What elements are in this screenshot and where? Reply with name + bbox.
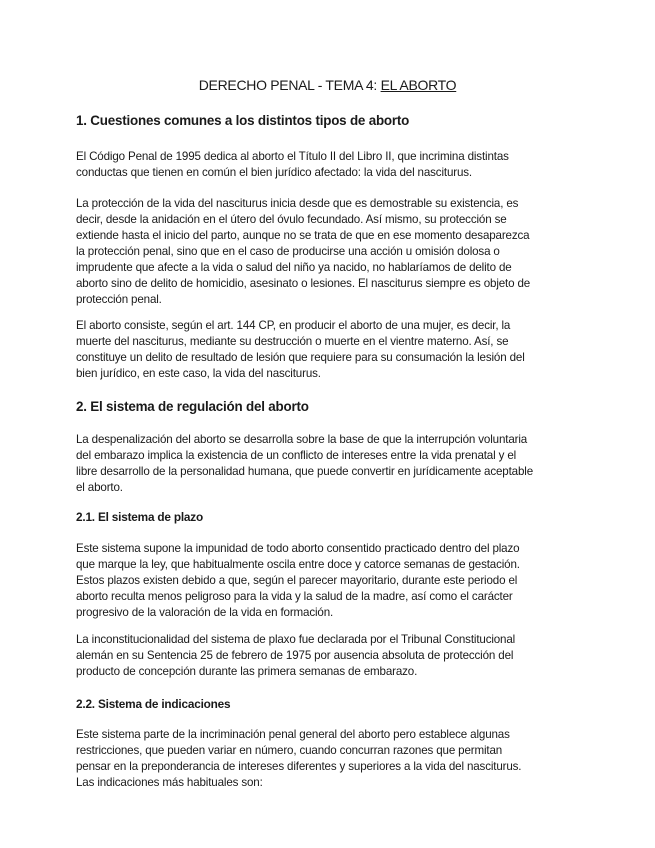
- text-line: restricciones, que pueden variar en número, cuando concurran razones que permitan: [76, 744, 503, 757]
- text-line: constituye un delito de resultado de lesión que requiere para su consumación la lesión del: [76, 351, 525, 364]
- text-line: Las indicaciones más habituales son:: [76, 776, 263, 789]
- text-line: protección penal.: [76, 293, 162, 306]
- text-line: aborto sino de delito de homicidio, asesinato o lesiones. El nasciturus siempre es objeto de: [76, 277, 531, 290]
- text-line: conductas que tienen en común el bien jurídico afectado: la vida del nasciturus.: [76, 166, 472, 179]
- text-line: que marque la ley, que habitualmente oscila entre doce y catorce semanas de gestación.: [76, 558, 520, 571]
- text-line: La despenalización del aborto se desarrolla sobre la base de que la interrupción voluntaria: [76, 433, 528, 446]
- text-line: imprudente que afecte a la vida o salud del niño ya nacido, no hablaríamos de delito de: [76, 261, 512, 274]
- paragraph: [76, 541, 636, 621]
- text-line: Este sistema supone la impunidad de todo aborto consentido practicado dentro del plazo: [76, 542, 520, 555]
- text-line: progresivo de la valoración de la vida en formación.: [76, 606, 334, 619]
- paragraph: [76, 432, 636, 496]
- text-line: extiende hasta el inicio del parto, aunque no se trata de que en ese momento desaparezca: [76, 229, 530, 242]
- title-prefix: DERECHO PENAL - TEMA 4:: [198, 77, 381, 93]
- section-2-2-heading: 2.2. Sistema de indicaciones: [76, 697, 231, 711]
- text-line: pensar en la preponderancia de intereses diferentes y superiores a la vida del nasciturus.: [76, 760, 522, 773]
- paragraph: [76, 149, 636, 181]
- text-line: Estos plazos existen debido a que, según el parecer mayoritario, durante este periodo el: [76, 574, 518, 587]
- text-line: El Código Penal de 1995 dedica al aborto el Título II del Libro II, que incrimina distintas: [76, 150, 509, 163]
- paragraph: [76, 727, 636, 791]
- paragraph: [76, 196, 636, 308]
- document-title: [0, 77, 655, 93]
- text-line: el aborto.: [76, 481, 123, 494]
- text-line: aborto reculta menos peligroso para la vida y la salud de la madre, así como el carácter: [76, 590, 513, 603]
- text-line: bien jurídico, en este caso, la vida del nasciturus.: [76, 367, 321, 380]
- text-line: muerte del nasciturus, mediante su destrucción o muerte en el vientre materno. Así, se: [76, 335, 509, 348]
- text-line: Este sistema parte de la incriminación penal general del aborto pero establece algunas: [76, 728, 510, 741]
- text-line: alemán en su Sentencia 25 de febrero de 1975 por ausencia absoluta de protección del: [76, 649, 514, 662]
- paragraph: [76, 318, 636, 382]
- text-line: producto de concepción durante las primera semanas de embarazo.: [76, 665, 418, 678]
- section-1-heading: 1. Cuestiones comunes a los distintos tipos de aborto: [76, 113, 410, 128]
- text-line: libre desarrollo de la personalidad humana, que puede convertir en jurídicamente aceptable: [76, 465, 533, 478]
- section-2-heading: 2. El sistema de regulación del aborto: [76, 399, 309, 414]
- section-2-1-heading: 2.1. El sistema de plazo: [76, 510, 203, 524]
- text-line: La inconstitucionalidad del sistema de plaxo fue declarada por el Tribunal Constitucional: [76, 633, 516, 646]
- paragraph: [76, 632, 636, 680]
- text-line: El aborto consiste, según el art. 144 CP, en producir el aborto de una mujer, es decir, la: [76, 319, 511, 332]
- title-topic: EL ABORTO: [380, 77, 457, 93]
- text-line: decir, desde la anidación en el útero del óvulo fecundado. Así mismo, su protección se: [76, 213, 507, 226]
- text-line: La protección de la vida del nasciturus inicia desde que es demostrable su existencia, es: [76, 197, 519, 210]
- text-line: del embarazo implica la existencia de un conflicto de intereses entre la vida prenatal y el: [76, 449, 517, 462]
- text-line: la protección penal, sino que en el caso de producirse una acción u omisión dolosa o: [76, 245, 500, 258]
